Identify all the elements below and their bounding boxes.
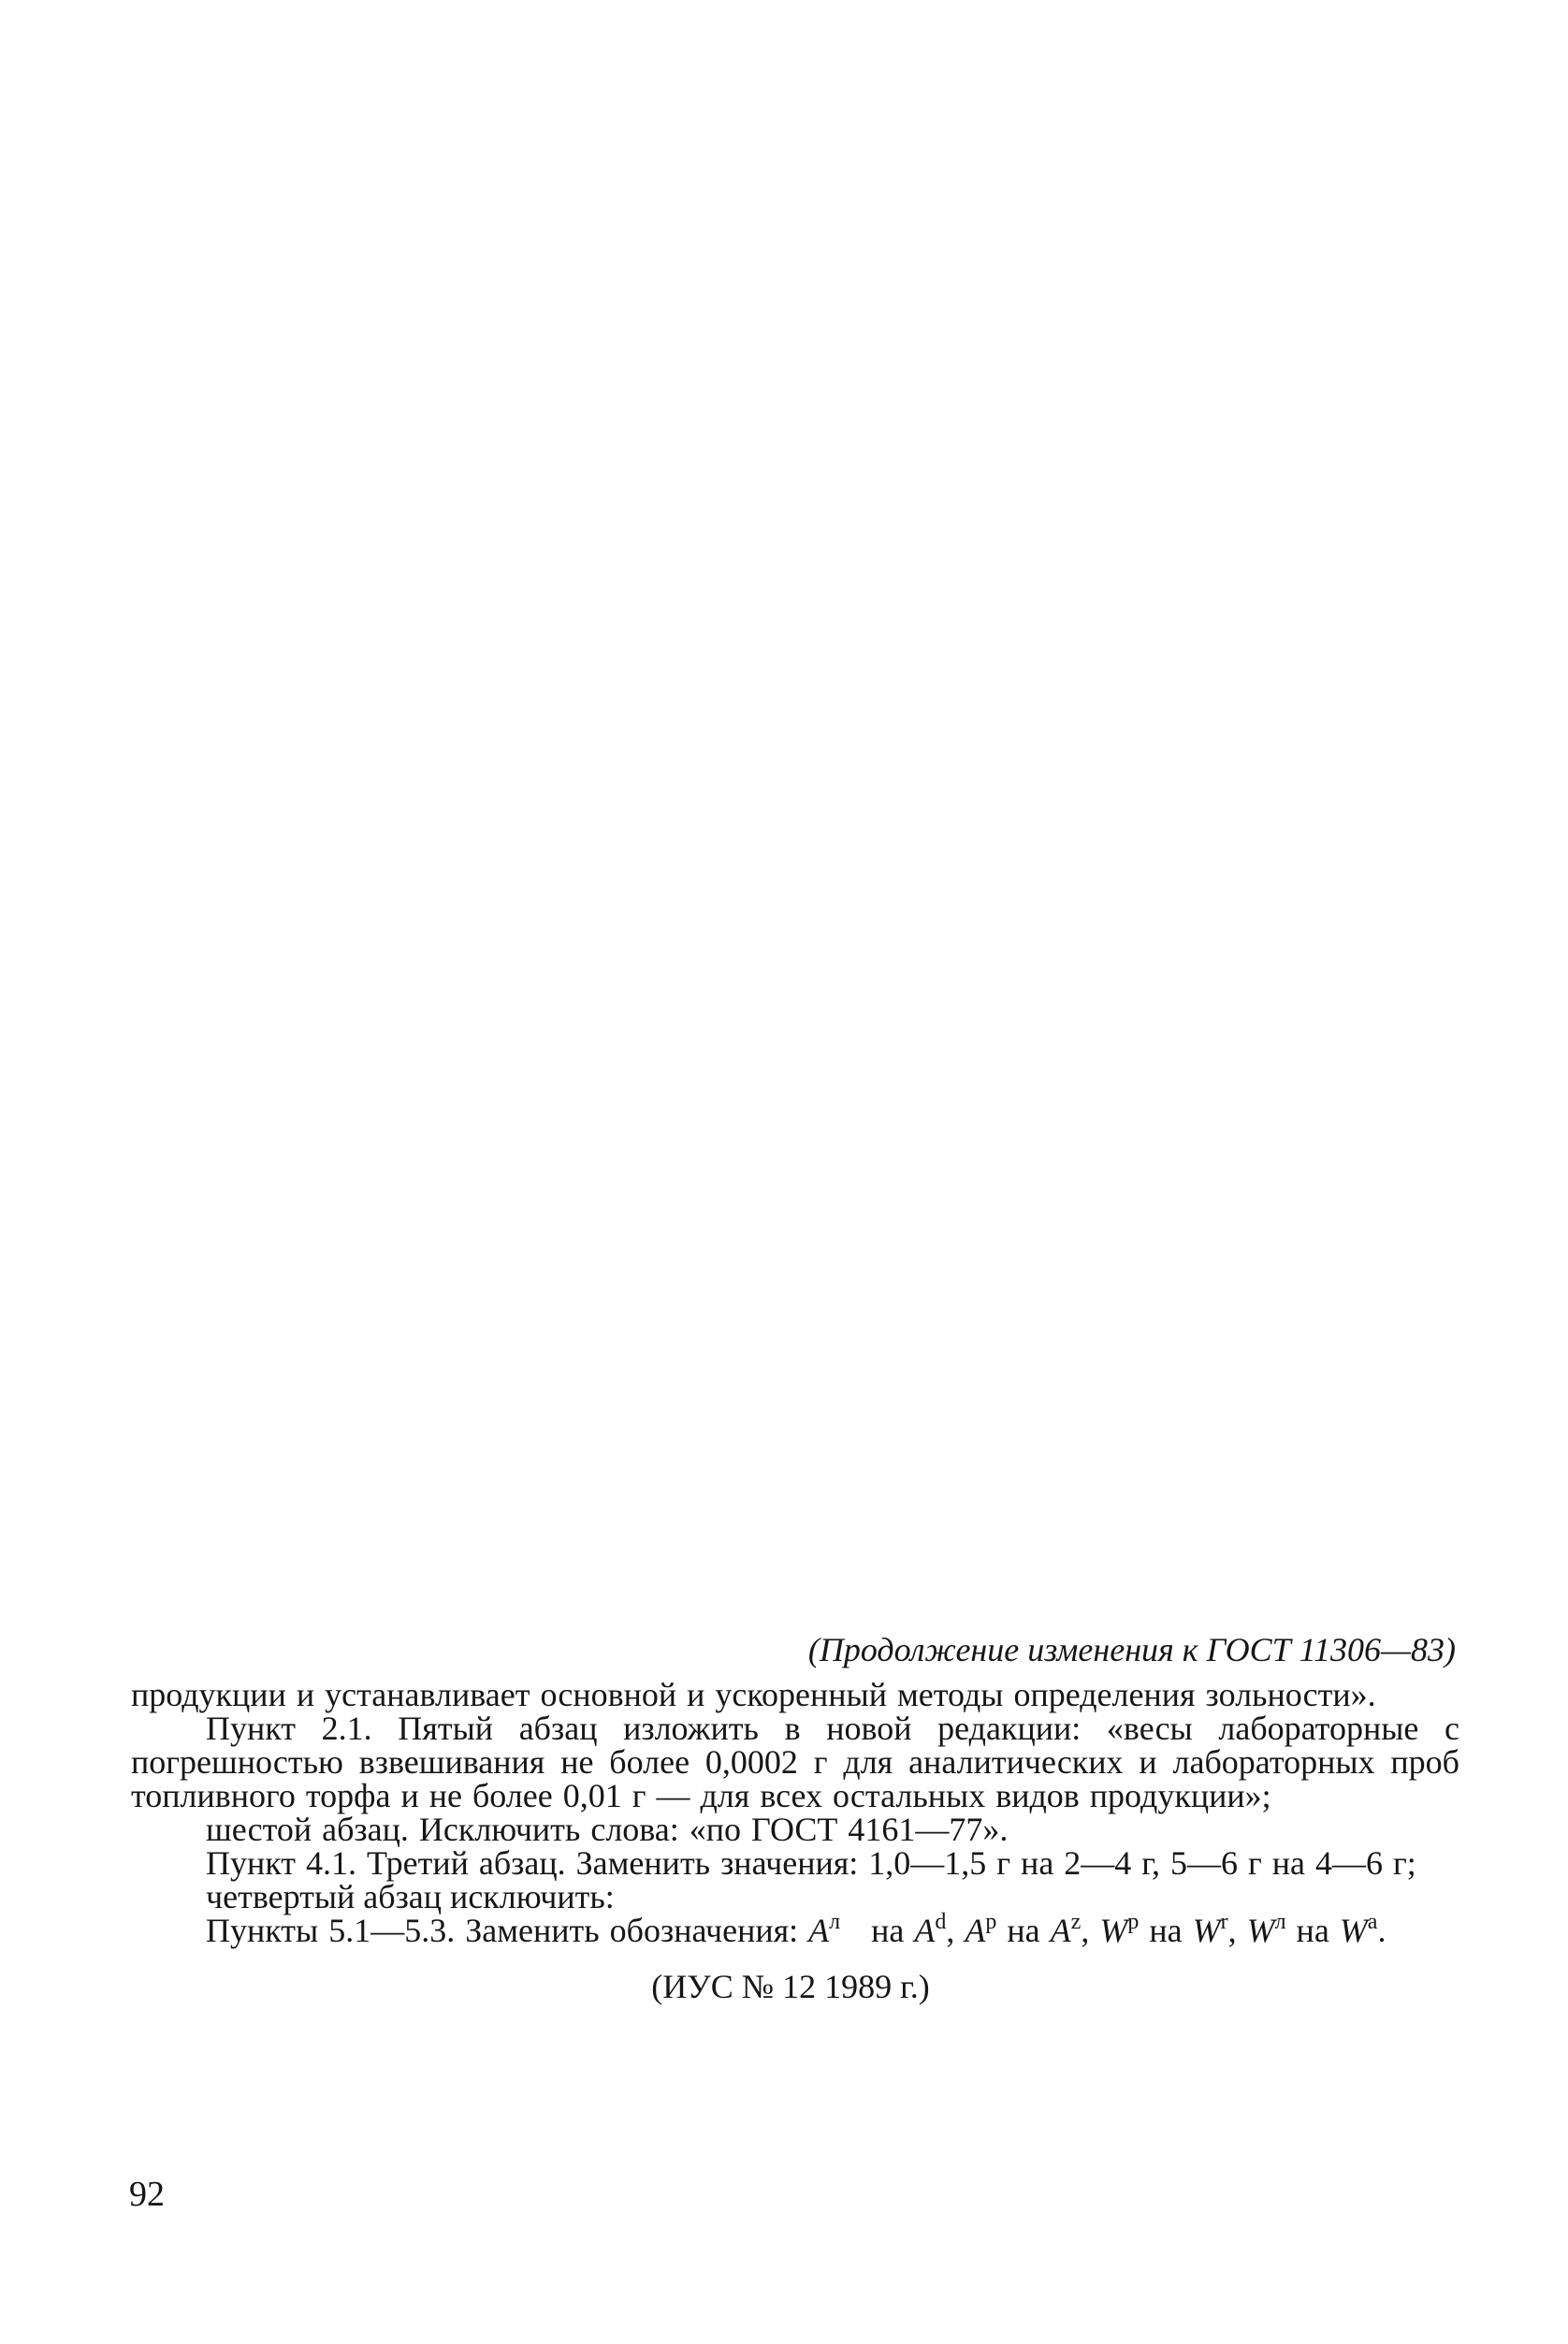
word-on: на (1296, 1912, 1329, 1949)
word-on: на (1007, 1912, 1040, 1949)
page-number: 92 (129, 2175, 165, 2214)
symbol-w-r: $W^r$ (1192, 1910, 1228, 1949)
symbol-w-r-cyr: $W^р$ (1099, 1910, 1140, 1949)
paragraph-clauses-5-1-5-3: Пункты 5.1—5.3. Заменить обозначения: $A^л$ на $A^d$, $A^р$ на $A^z$, $W^р$ на $W^r$, $W^л$ на $W^a$. (206, 1910, 1387, 1949)
symbol-a-r: $A^р$ (965, 1910, 997, 1949)
symbol-a-d: $A^d$ (914, 1910, 947, 1949)
word-on: на (1149, 1912, 1183, 1949)
word-on: на (871, 1912, 905, 1949)
paragraph-scope: продукции и устанавливает основной и ускоренный методы определения зольности». (131, 1676, 1376, 1713)
continuation-header: (Продолжение изменения к ГОСТ 11306—83) (807, 1631, 1456, 1668)
paragraph-clause-4-1: Пункт 4.1. Третий абзац. Заменить значения: 1,0—1,5 г на 2—4 г, 5—6 г на 4—6 г; (206, 1844, 1416, 1882)
symbol-a-l: $A^л$ (808, 1910, 841, 1949)
symbol-w-a: $W^a$ (1339, 1910, 1378, 1949)
clauses-lead-text: Пункты 5.1—5.3. Заменить обозначения: (206, 1912, 799, 1949)
source-reference: (ИУС № 12 1989 г.) (651, 1968, 930, 2005)
symbol-a-z: $A^z$ (1050, 1910, 1082, 1949)
paragraph-fourth-abzac: четвертый абзац исключить: (206, 1878, 615, 1915)
paragraph-sixth-abzac: шестой абзац. Исключить слова: «по ГОСТ 4161—77». (206, 1811, 1009, 1848)
amendment-text (131, 1633, 1459, 2003)
symbol-w-l: $W^л$ (1246, 1910, 1286, 1949)
paragraph-clause-2-1: Пункт 2.1. Пятый абзац изложить в новой редакции: «весы лабораторные с погрешностью взвешивания не более 0,0002 г для аналитических и лабораторных проб топливного торфа и не более 0,01 г — для всех остальных видов продукции»; (131, 1710, 1459, 1814)
